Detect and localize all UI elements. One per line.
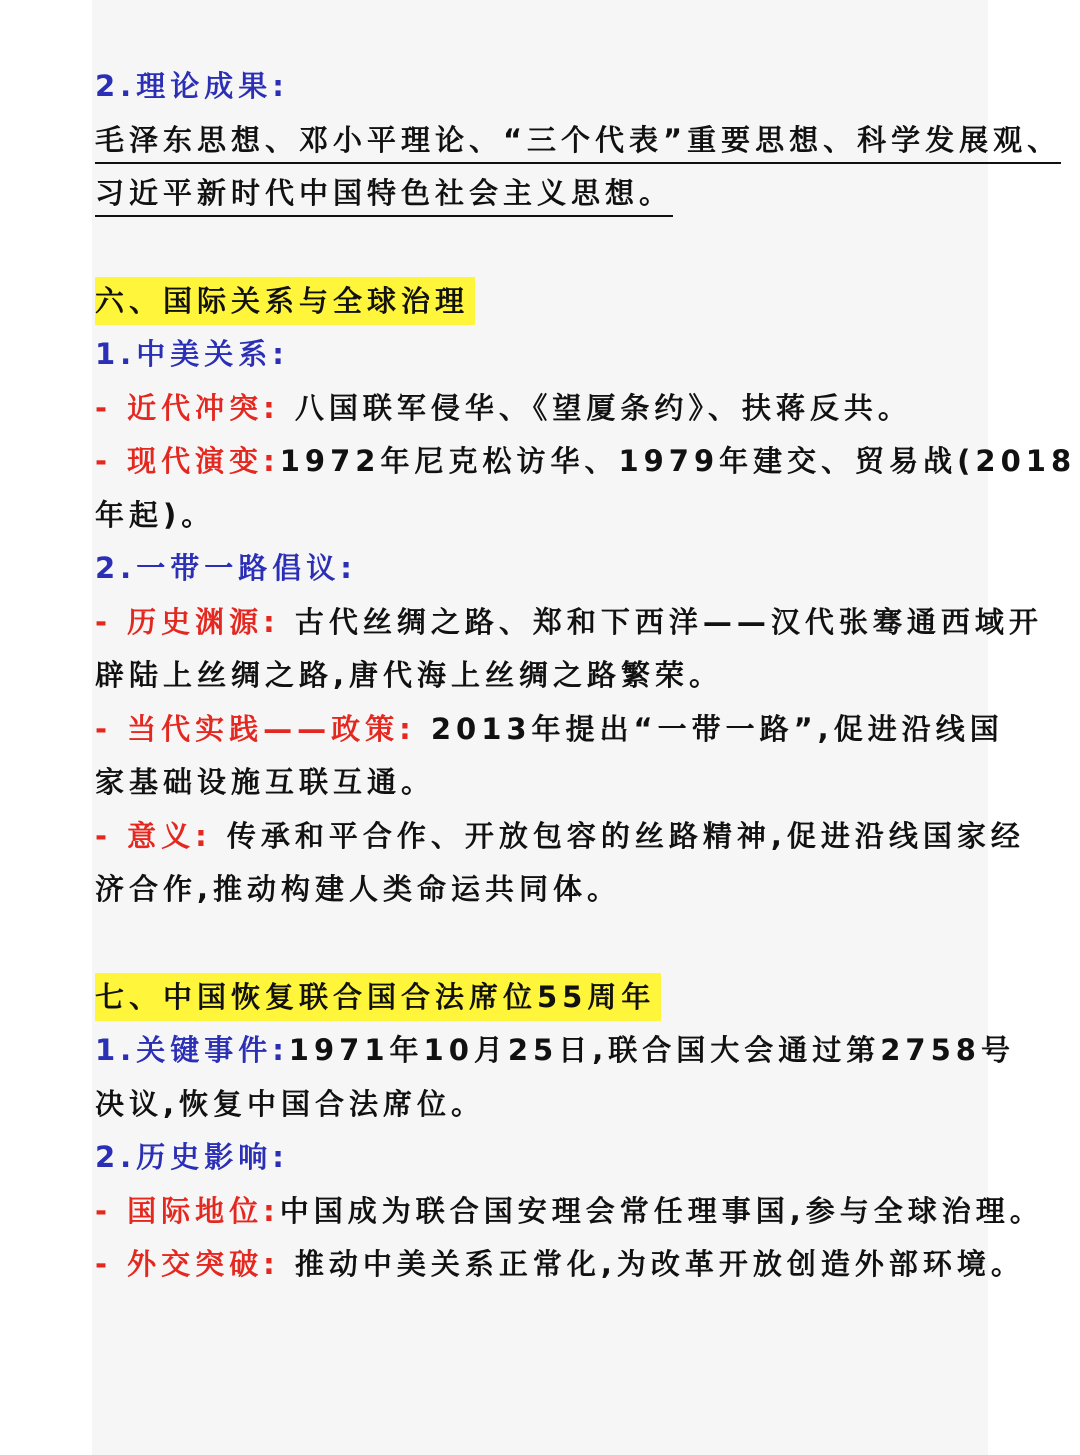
- item-text-continued: 济合作,推动构建人类命运共同体。: [95, 872, 622, 906]
- list-item: [95, 596, 1043, 650]
- spacer: [95, 221, 995, 275]
- item-text: 推动中美关系正常化,为改革开放创造外部环境。: [294, 1247, 1025, 1281]
- item-text: 1971年10月25日,联合国大会通过第2758号: [288, 1033, 1015, 1067]
- section-6-title: 六、国际关系与全球治理: [95, 277, 475, 325]
- item-label: - 意义:: [95, 818, 212, 853]
- item-text-continued: 决议,恢复中国合法席位。: [95, 1086, 486, 1121]
- item-text: 传承和平合作、开放包容的丝路精神,促进沿线国家经: [226, 818, 1025, 853]
- section-7-sub-2: 2.历史影响:: [95, 1140, 289, 1174]
- item-text: 2013年提出“一带一路”,促进沿线国: [430, 711, 1004, 746]
- section-7-sub-1: 1.关键事件:: [95, 1033, 289, 1067]
- item-text: 八国联军侵华、《望厦条约》、扶蒋反共。: [294, 390, 912, 425]
- list-item: [95, 1185, 1044, 1239]
- item-text: 古代丝绸之路、郑和下西洋——汉代张骞通西域开: [294, 604, 1043, 639]
- list-item: [95, 435, 1077, 489]
- item-label: - 当代实践——政策:: [95, 711, 416, 746]
- spacer: [95, 917, 995, 971]
- list-item: [95, 1024, 1015, 1078]
- item-text: 中国成为联合国安理会常任理事国,参与全球治理。: [279, 1193, 1044, 1228]
- section-6-sub-1: 1.中美关系:: [95, 337, 289, 371]
- item-label: - 历史渊源:: [95, 604, 280, 639]
- item-label: - 现代演变:: [95, 444, 280, 478]
- item-text-continued: 辟陆上丝绸之路,唐代海上丝绸之路繁荣。: [95, 658, 724, 692]
- item-text-continued: 年起)。: [95, 497, 216, 532]
- list-item: [95, 703, 1004, 757]
- item-label: - 外交突破:: [95, 1247, 280, 1281]
- theory-line-1: 毛泽东思想、邓小平理论、“三个代表”重要思想、科学发展观、: [95, 118, 1061, 164]
- list-item: [95, 1238, 1025, 1292]
- list-item: [95, 382, 995, 436]
- section-6-sub-2: 2.一带一路倡议:: [95, 551, 357, 585]
- section-7-title: 七、中国恢复联合国合法席位55周年: [95, 973, 661, 1021]
- item-text-continued: 家基础设施互联互通。: [95, 765, 436, 799]
- list-item: [95, 810, 1025, 864]
- item-label: - 国际地位:: [95, 1193, 280, 1228]
- theory-line-2: 习近平新时代中国特色社会主义思想。: [95, 171, 673, 217]
- document-content: [95, 60, 1077, 1292]
- item-label: - 近代冲突:: [95, 390, 280, 425]
- theory-heading: 2.理论成果:: [95, 69, 289, 103]
- item-text: 1972年尼克松访华、1979年建交、贸易战(2018: [279, 444, 1077, 478]
